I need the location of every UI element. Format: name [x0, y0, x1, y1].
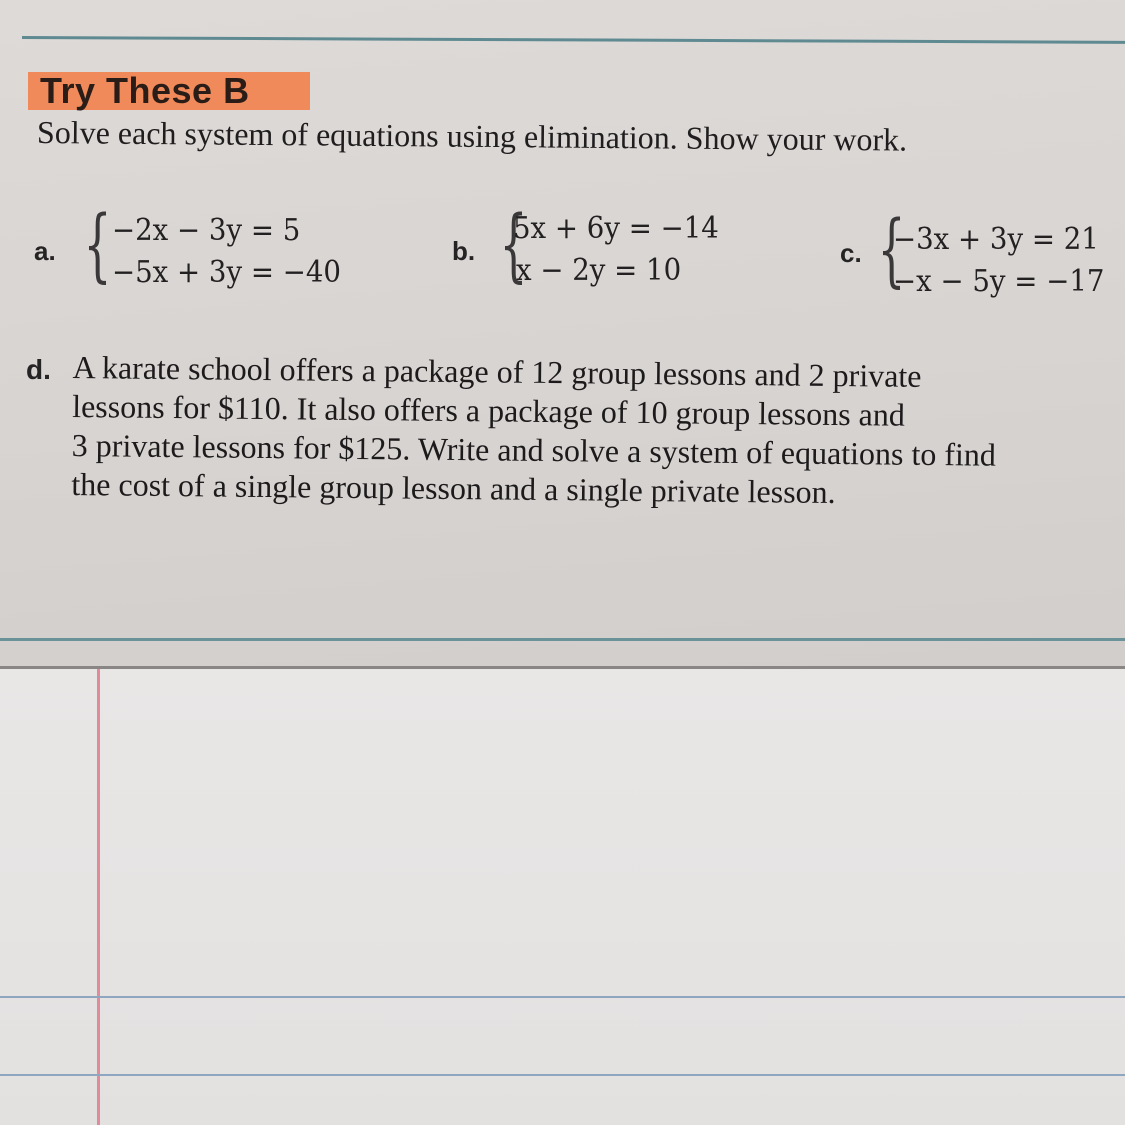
notebook-paper: [0, 669, 1125, 1125]
problem-a-label: a.: [34, 236, 56, 266]
bottom-divider: [0, 638, 1125, 641]
section-heading: Try These B: [40, 70, 250, 111]
problem-c-equation-1: −3x + 3y = 21: [893, 222, 1099, 257]
problem-d-label: d.: [26, 354, 51, 385]
problem-a-brace: {: [83, 198, 112, 291]
word-problem-line: 3 private lessons for $125. Write and solve a system of equations to find: [71, 426, 997, 473]
top-divider: [22, 36, 1125, 44]
problem-a-equation-2: −5x + 3y = −40: [112, 255, 341, 290]
problem-c-label: c.: [840, 238, 862, 268]
word-problem-line: A karate school offers a package of 12 group lessons and 2 private: [72, 349, 922, 394]
problem-b-equation-2: x − 2y = 10: [516, 253, 682, 288]
word-problem-line: the cost of a single group lesson and a single private lesson.: [71, 465, 836, 510]
word-problem-text: [71, 348, 1125, 515]
problem-a-equation-1: −2x − 3y = 5: [112, 213, 301, 248]
instructions: Solve each system of equations using elimination. Show your work.: [36, 114, 908, 158]
problem-c-brace: {: [877, 203, 906, 296]
notebook-ruled-line: [0, 996, 1125, 998]
problem-b-brace: {: [499, 198, 528, 291]
problem-b-label: b.: [452, 236, 476, 266]
notebook-margin-line: [97, 669, 100, 1125]
problem-b-equation-1: 5x + 6y = −14: [513, 211, 719, 246]
notebook-ruled-line: [0, 1074, 1125, 1076]
word-problem-line: lessons for $110. It also offers a package of 10 group lessons and: [72, 388, 906, 433]
problem-c-equation-2: −x − 5y = −17: [893, 264, 1105, 299]
